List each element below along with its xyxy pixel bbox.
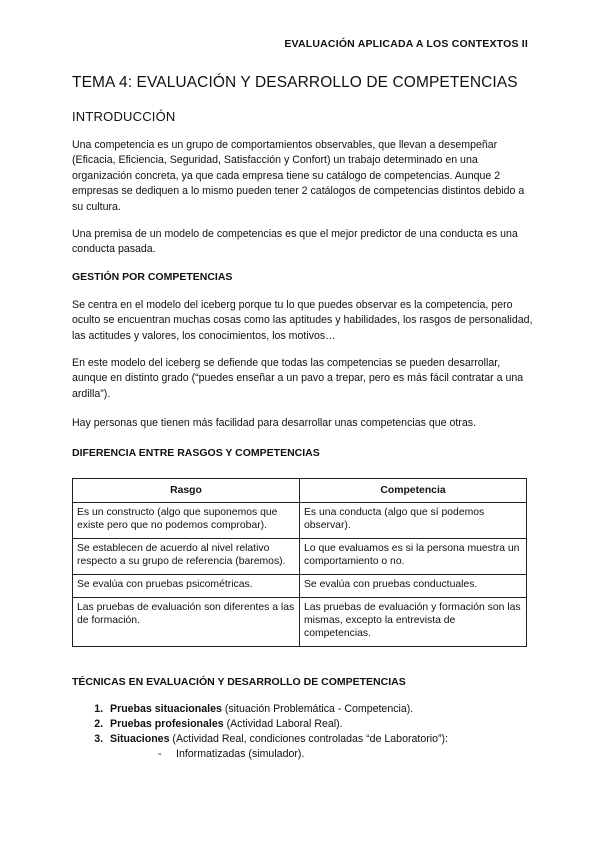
section-heading-introduccion: INTRODUCCIÓN xyxy=(72,109,176,124)
list-item-title: Pruebas profesionales xyxy=(110,718,224,730)
section-heading-diferencia: DIFERENCIA ENTRE RASGOS Y COMPETENCIAS xyxy=(72,447,320,459)
sub-list-item xyxy=(158,747,566,762)
gestion-paragraph-1: Se centra en el modelo del iceberg porque tu lo que puedes observar es la competencia, pero oculto se encuentran muchas cosas como las aptitudes y habilidades, los rasgos de personalidad, las actitudes y valores, los conocimientos, los motivos… xyxy=(72,299,533,342)
intro-paragraph-1: Una competencia es un grupo de comportamientos observables, que llevan a desempeñar (Eficacia, Eficiencia, Seguridad, Satisfacción y Confort) un trabajo determinado en una organización concreta, ya que cada empresa tiene su catálogo de competencias. Aunque 2 empresas se dediquen a lo mismo pueden tener 2 catálogos de competencias distintos debido a su cultura. xyxy=(72,139,525,213)
sub-list xyxy=(110,747,566,762)
column-header-rasgo: Rasgo xyxy=(73,479,300,503)
dash-bullet: - xyxy=(158,748,162,760)
section-heading-gestion: GESTIÓN POR COMPETENCIAS xyxy=(72,271,233,283)
list-item xyxy=(106,717,566,732)
running-header: EVALUACIÓN APLICADA A LOS CONTEXTOS II xyxy=(284,38,528,50)
gestion-paragraph-2: En este modelo del iceberg se defiende que todas las competencias se pueden desarrollar, aunque en distinto grado (“puedes enseñar a un pavo a trepar, pero es más fácil contratar a una ardilla”). xyxy=(72,357,524,400)
table-cell-rasgo: Se establecen de acuerdo al nivel relativo respecto a su grupo de referencia (baremos). xyxy=(73,539,300,575)
table-row xyxy=(73,598,527,647)
table-cell-competencia: Se evalúa con pruebas conductuales. xyxy=(300,575,527,598)
sub-list-item-text: Informatizadas (simulador). xyxy=(176,748,305,760)
table-cell-competencia: Es una conducta (algo que sí podemos observar). xyxy=(300,503,527,539)
list-item-title: Pruebas situacionales xyxy=(110,703,222,715)
gestion-paragraph-3: Hay personas que tienen más facilidad para desarrollar unas competencias que otras. xyxy=(72,417,476,429)
table-cell-rasgo: Las pruebas de evaluación son diferentes a las de formación. xyxy=(73,598,300,647)
list-item-title: Situaciones xyxy=(110,733,170,745)
techniques-list xyxy=(72,702,566,762)
table-row xyxy=(73,539,527,575)
table-cell-rasgo: Es un constructo (algo que suponemos que existe pero que no podemos comprobar). xyxy=(73,503,300,539)
section-heading-tecnicas: TÉCNICAS EN EVALUACIÓN Y DESARROLLO DE COMPETENCIAS xyxy=(72,676,406,688)
intro-paragraph-2: Una premisa de un modelo de competencias es que el mejor predictor de una conducta es una conducta pasada. xyxy=(72,228,518,256)
table-row xyxy=(73,575,527,598)
list-item xyxy=(106,732,566,762)
comparison-table xyxy=(72,478,527,647)
page-title: TEMA 4: EVALUACIÓN Y DESARROLLO DE COMPETENCIAS xyxy=(72,74,518,91)
table-cell-competencia: Las pruebas de evaluación y formación son las mismas, excepto la entrevista de competencias. xyxy=(300,598,527,647)
column-header-competencia: Competencia xyxy=(300,479,527,503)
table-cell-competencia: Lo que evaluamos es si la persona muestra un comportamiento o no. xyxy=(300,539,527,575)
list-item xyxy=(106,702,566,717)
table-cell-rasgo: Se evalúa con pruebas psicométricas. xyxy=(73,575,300,598)
list-item-detail: (Actividad Real, condiciones controladas “de Laboratorio”): xyxy=(169,733,448,745)
list-item-detail: (situación Problemática - Competencia). xyxy=(221,703,414,715)
table-header-row xyxy=(73,479,527,503)
list-item-detail: (Actividad Laboral Real). xyxy=(223,718,343,730)
table-row xyxy=(73,503,527,539)
